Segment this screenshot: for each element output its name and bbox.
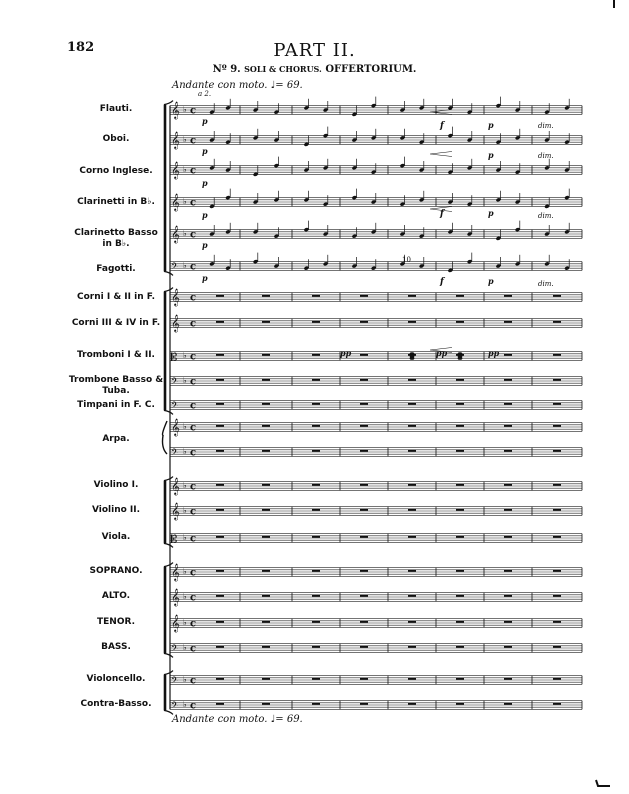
whole-rest <box>262 621 270 623</box>
whole-rest <box>262 354 270 356</box>
whole-rest <box>262 484 270 486</box>
whole-rest <box>553 536 561 538</box>
bracket-hook <box>164 671 173 675</box>
whole-rest <box>553 570 561 572</box>
whole-rest <box>504 646 512 648</box>
clef-bass: 𝄢 <box>171 675 179 688</box>
key-signature-flat: ♭ <box>183 229 187 238</box>
instrument-label: Tromboni I & II. <box>77 350 155 360</box>
whole-rest <box>262 425 270 427</box>
dynamic-p: p <box>488 150 494 160</box>
clef-bass: 𝄢 <box>171 400 179 413</box>
clef-treble: 𝄞 <box>171 418 180 436</box>
whole-rest <box>553 484 561 486</box>
time-signature: c <box>190 165 197 177</box>
clef-bass: 𝄢 <box>171 261 179 274</box>
time-signature: c <box>190 567 197 579</box>
dim-marking: dim. <box>538 212 554 220</box>
instrument-label: Contra-Basso. <box>80 699 152 709</box>
whole-rest <box>262 646 270 648</box>
movement-number: Nº 9. <box>212 64 241 75</box>
time-signature: c <box>190 618 197 630</box>
whole-rest <box>216 595 224 597</box>
instrument-label: Flauti. <box>99 104 133 114</box>
whole-rest <box>262 570 270 572</box>
dim-marking: dim. <box>538 280 554 288</box>
whole-rest <box>216 536 224 538</box>
clef-bass: 𝄢 <box>171 376 179 389</box>
time-signature: c <box>190 229 197 241</box>
whole-rest <box>216 484 224 486</box>
instrument-label: Corno Inglese. <box>79 166 153 176</box>
clef-bass: 𝄢 <box>171 643 179 656</box>
whole-rest <box>216 621 224 623</box>
whole-rest <box>312 509 320 511</box>
whole-rest <box>408 646 416 648</box>
whole-rest <box>312 536 320 538</box>
clef-bass: 𝄢 <box>171 447 179 460</box>
whole-rest <box>456 621 464 623</box>
dynamic-p: p <box>202 116 208 126</box>
whole-rest <box>504 509 512 511</box>
instrument-label: Oboi. <box>102 134 130 144</box>
whole-rest <box>360 595 368 597</box>
notehead <box>458 357 463 360</box>
dynamic-f: f <box>440 277 444 287</box>
whole-rest <box>216 379 224 381</box>
time-signature: c <box>190 197 197 209</box>
key-signature-flat: ♭ <box>183 135 187 144</box>
whole-rest <box>262 379 270 381</box>
crescendo-hairpin <box>430 152 452 157</box>
whole-rest <box>408 450 416 452</box>
part-title: PART II. <box>273 40 356 61</box>
page-number: 182 <box>67 40 95 55</box>
time-signature: c <box>190 675 197 687</box>
whole-rest <box>312 321 320 323</box>
whole-rest <box>408 425 416 427</box>
whole-rest <box>408 379 416 381</box>
whole-rest <box>360 570 368 572</box>
whole-rest <box>312 425 320 427</box>
key-signature-flat: ♭ <box>183 447 187 456</box>
dynamic-p: p <box>202 178 208 188</box>
whole-rest <box>360 321 368 323</box>
key-signature-flat: ♭ <box>183 481 187 490</box>
time-signature: c <box>190 700 197 712</box>
harp-brace <box>163 421 168 454</box>
dynamic-p: p <box>202 210 208 220</box>
whole-rest <box>553 703 561 705</box>
instrument-label: Violino II. <box>91 505 141 515</box>
clef-treble: 𝄞 <box>171 314 180 332</box>
whole-rest <box>360 379 368 381</box>
key-signature-flat: ♭ <box>183 422 187 431</box>
whole-rest <box>216 450 224 452</box>
whole-rest <box>408 536 416 538</box>
whole-rest <box>360 536 368 538</box>
whole-rest <box>408 509 416 511</box>
whole-rest <box>456 678 464 680</box>
dynamic-f: f <box>440 121 444 131</box>
whole-rest <box>312 484 320 486</box>
time-signature: c <box>190 506 197 518</box>
instrument-label: SOPRANO. <box>89 566 143 576</box>
whole-rest <box>456 509 464 511</box>
dynamic-p: p <box>488 208 494 218</box>
key-signature-flat: ♭ <box>183 197 187 206</box>
whole-rest <box>504 425 512 427</box>
whole-rest <box>312 379 320 381</box>
dynamic-pp: pp <box>436 348 448 358</box>
dynamic-p: p <box>488 120 494 130</box>
time-signature: c <box>190 351 197 363</box>
whole-rest <box>360 646 368 648</box>
key-signature-flat: ♭ <box>183 592 187 601</box>
whole-rest <box>553 425 561 427</box>
whole-rest <box>312 646 320 648</box>
whole-rest <box>504 484 512 486</box>
whole-rest <box>456 295 464 297</box>
whole-rest <box>553 678 561 680</box>
tempo-text-top: Andante con moto. <box>172 80 268 91</box>
whole-rest <box>312 570 320 572</box>
key-signature-flat: ♭ <box>183 376 187 385</box>
time-signature: c <box>190 292 197 304</box>
time-signature: c <box>190 422 197 434</box>
whole-rest <box>360 354 368 356</box>
whole-rest <box>262 509 270 511</box>
clef-alto: 𝄡 <box>171 351 178 364</box>
whole-rest <box>262 678 270 680</box>
clef-treble: 𝄞 <box>171 563 180 581</box>
dynamic-p: p <box>202 146 208 156</box>
whole-rest <box>262 295 270 297</box>
clef-treble: 𝄞 <box>171 502 180 520</box>
key-signature-flat: ♭ <box>183 351 187 360</box>
whole-rest <box>360 295 368 297</box>
whole-rest <box>360 678 368 680</box>
instrument-label: Violoncello. <box>86 674 146 684</box>
time-signature: c <box>190 592 197 604</box>
whole-rest <box>312 703 320 705</box>
time-signature: c <box>190 447 197 459</box>
whole-rest <box>504 379 512 381</box>
whole-rest <box>262 595 270 597</box>
clef-treble: 𝄞 <box>171 101 180 119</box>
whole-rest <box>553 403 561 405</box>
time-signature: c <box>190 481 197 493</box>
movement-forces: SOLI & CHORUS. <box>244 64 322 74</box>
whole-rest <box>408 484 416 486</box>
time-signature: c <box>190 261 197 273</box>
whole-rest <box>553 295 561 297</box>
dynamic-pp: pp <box>488 348 500 358</box>
movement-title: OFFERTORIUM. <box>325 64 417 75</box>
whole-rest <box>312 621 320 623</box>
instrument-label: Clarinetti in B♭. <box>77 197 155 207</box>
dynamic-p: p <box>488 276 494 286</box>
whole-rest <box>553 450 561 452</box>
dynamic-p: p <box>202 240 208 250</box>
whole-rest <box>216 295 224 297</box>
whole-rest <box>408 595 416 597</box>
whole-rest <box>312 295 320 297</box>
clef-treble: 𝄞 <box>171 614 180 632</box>
whole-rest <box>216 403 224 405</box>
whole-rest <box>216 509 224 511</box>
clef-alto: 𝄡 <box>171 533 178 546</box>
key-signature-flat: ♭ <box>183 261 187 270</box>
whole-rest <box>456 570 464 572</box>
whole-rest <box>360 403 368 405</box>
tempo-text-bottom: Andante con moto. <box>172 714 268 725</box>
time-signature: c <box>190 643 197 655</box>
whole-rest <box>553 321 561 323</box>
dim-marking: dim. <box>538 152 554 160</box>
key-signature-flat: ♭ <box>183 165 187 174</box>
whole-rest <box>312 354 320 356</box>
instrument-label: Clarinetto Basso in B♭. <box>74 228 158 249</box>
instrument-label: Arpa. <box>102 434 130 444</box>
whole-rest <box>553 646 561 648</box>
whole-rest <box>360 484 368 486</box>
page-corner-mark <box>596 780 610 786</box>
whole-rest <box>216 646 224 648</box>
whole-rest <box>216 354 224 356</box>
whole-rest <box>456 536 464 538</box>
dim-marking: dim. <box>538 122 554 130</box>
instrument-label: Fagotti. <box>96 264 136 274</box>
whole-rest <box>262 703 270 705</box>
clef-treble: 𝄞 <box>171 588 180 606</box>
clef-treble: 𝄞 <box>171 161 180 179</box>
whole-rest <box>408 678 416 680</box>
instrument-label: Viola. <box>101 532 131 542</box>
key-signature-flat: ♭ <box>183 618 187 627</box>
whole-rest <box>312 595 320 597</box>
whole-rest <box>360 425 368 427</box>
whole-rest <box>456 703 464 705</box>
whole-rest <box>504 450 512 452</box>
instrument-label: Violino I. <box>93 480 139 490</box>
whole-rest <box>456 379 464 381</box>
clef-treble: 𝄞 <box>171 288 180 306</box>
instrument-label: Timpani in F. C. <box>77 400 155 410</box>
instrument-label: ALTO. <box>101 591 131 601</box>
whole-rest <box>504 321 512 323</box>
instrument-label: TENOR. <box>97 617 135 627</box>
a2-marking: a 2. <box>198 90 212 98</box>
whole-rest <box>504 295 512 297</box>
whole-rest <box>312 678 320 680</box>
instrument-label: Trombone Basso & Tuba. <box>68 375 164 396</box>
whole-rest <box>504 595 512 597</box>
whole-rest <box>408 403 416 405</box>
key-signature-flat: ♭ <box>183 506 187 515</box>
key-signature-flat: ♭ <box>183 105 187 114</box>
whole-rest <box>408 703 416 705</box>
instrument-label: BASS. <box>101 642 131 652</box>
instrument-label: Corni I & II in F. <box>76 292 156 302</box>
whole-rest <box>216 425 224 427</box>
whole-rest <box>456 646 464 648</box>
clef-treble: 𝄞 <box>171 477 180 495</box>
whole-rest <box>408 570 416 572</box>
whole-rest <box>408 621 416 623</box>
whole-rest <box>360 703 368 705</box>
notehead <box>410 357 415 360</box>
whole-rest <box>456 425 464 427</box>
whole-rest <box>504 678 512 680</box>
rehearsal-number: 10 <box>402 256 411 264</box>
whole-rest <box>553 379 561 381</box>
whole-rest <box>456 321 464 323</box>
whole-rest <box>504 621 512 623</box>
whole-rest <box>360 621 368 623</box>
dynamic-f: f <box>440 209 444 219</box>
clef-bass: 𝄢 <box>171 700 179 713</box>
whole-rest <box>456 484 464 486</box>
whole-rest <box>504 354 512 356</box>
metronome-top: ♩= 69. <box>270 80 303 91</box>
instrument-label: Corni III & IV in F. <box>71 318 161 328</box>
whole-rest <box>312 450 320 452</box>
key-signature-flat: ♭ <box>183 675 187 684</box>
whole-rest <box>262 450 270 452</box>
whole-rest <box>312 403 320 405</box>
key-signature-flat: ♭ <box>183 700 187 709</box>
whole-rest <box>504 570 512 572</box>
key-signature-flat: ♭ <box>183 643 187 652</box>
time-signature: c <box>190 135 197 147</box>
dynamic-pp: pp <box>340 348 352 358</box>
whole-rest <box>216 570 224 572</box>
whole-rest <box>360 450 368 452</box>
metronome-bottom: ♩= 69. <box>270 714 303 725</box>
whole-rest <box>216 321 224 323</box>
whole-rest <box>553 509 561 511</box>
dynamic-p: p <box>202 273 208 283</box>
whole-rest <box>216 703 224 705</box>
whole-rest <box>262 536 270 538</box>
whole-rest <box>504 703 512 705</box>
time-signature: c <box>190 105 197 117</box>
clef-treble: 𝄞 <box>171 193 180 211</box>
key-signature-flat: ♭ <box>183 567 187 576</box>
whole-rest <box>504 536 512 538</box>
whole-rest <box>360 509 368 511</box>
whole-rest <box>262 403 270 405</box>
whole-rest <box>408 295 416 297</box>
whole-rest <box>456 450 464 452</box>
whole-rest <box>216 678 224 680</box>
clef-treble: 𝄞 <box>171 131 180 149</box>
time-signature: c <box>190 400 197 412</box>
time-signature: c <box>190 533 197 545</box>
whole-rest <box>456 595 464 597</box>
whole-rest <box>262 321 270 323</box>
clef-treble: 𝄞 <box>171 225 180 243</box>
whole-rest <box>456 403 464 405</box>
whole-rest <box>504 403 512 405</box>
time-signature: c <box>190 376 197 388</box>
whole-rest <box>553 621 561 623</box>
time-signature: c <box>190 318 197 330</box>
whole-rest <box>553 595 561 597</box>
whole-rest <box>553 354 561 356</box>
key-signature-flat: ♭ <box>183 533 187 542</box>
whole-rest <box>408 321 416 323</box>
